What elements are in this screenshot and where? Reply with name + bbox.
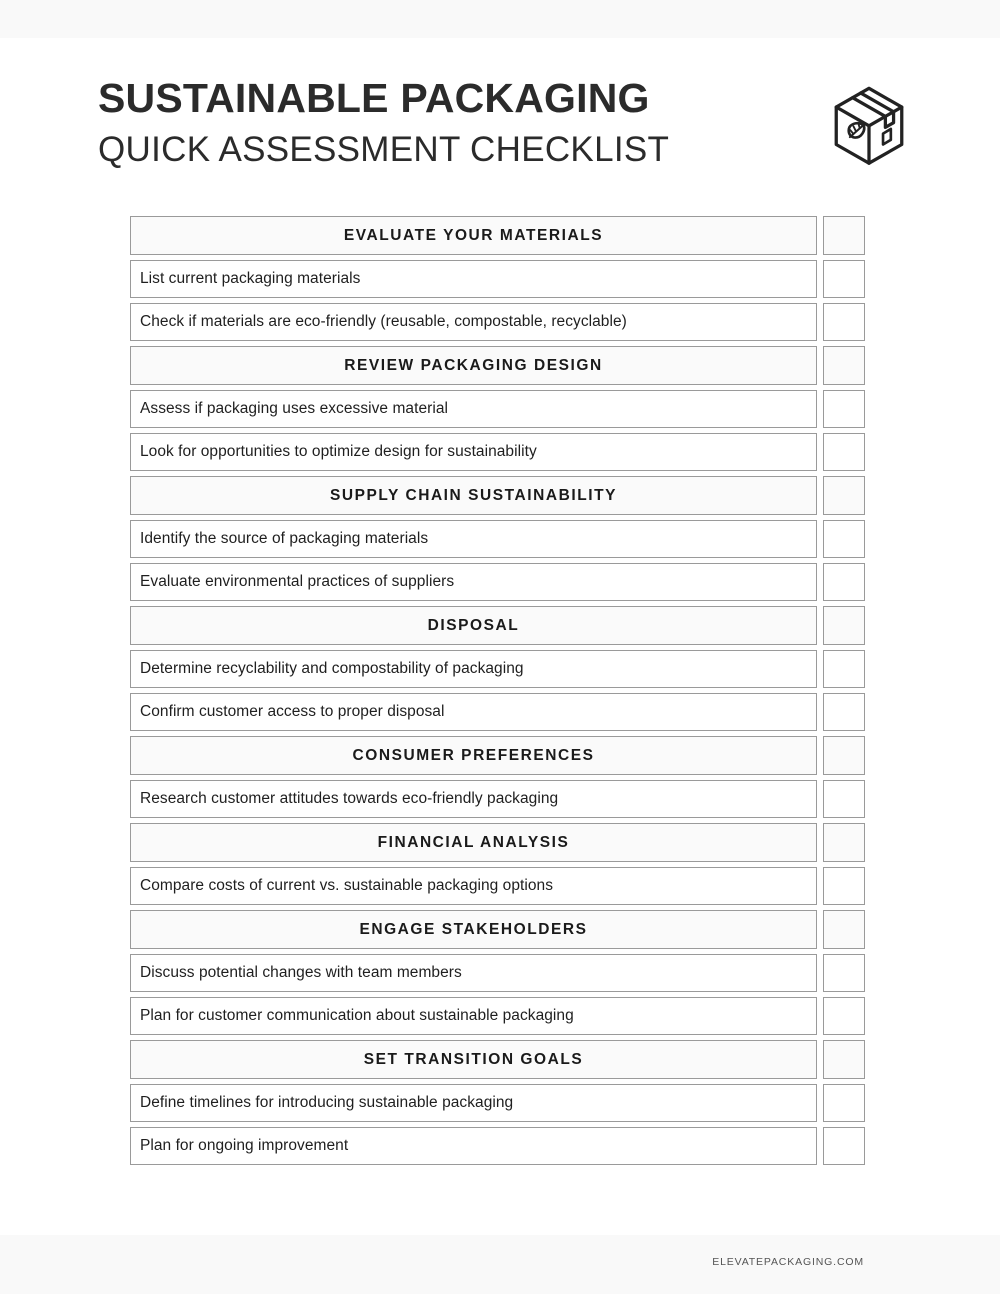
section-checkbox[interactable] xyxy=(823,736,865,775)
checklist-item-row xyxy=(130,1084,865,1122)
checklist-item-row xyxy=(130,520,865,558)
section-checkbox[interactable] xyxy=(823,606,865,645)
item-label-cell xyxy=(130,390,817,428)
checklist-section-row xyxy=(130,606,865,645)
section-header-text: REVIEW PACKAGING DESIGN xyxy=(344,356,603,374)
section-checkbox[interactable] xyxy=(823,1040,865,1079)
section-header-cell xyxy=(130,476,817,515)
item-checkbox[interactable] xyxy=(823,563,865,601)
section-header-cell xyxy=(130,910,817,949)
checklist-item-row xyxy=(130,650,865,688)
checklist-item-row xyxy=(130,954,865,992)
page-title: SUSTAINABLE PACKAGING xyxy=(98,75,650,121)
section-checkbox[interactable] xyxy=(823,823,865,862)
page-subtitle: QUICK ASSESSMENT CHECKLIST xyxy=(98,130,670,169)
section-header-text: ENGAGE STAKEHOLDERS xyxy=(359,920,588,938)
checklist-item-row xyxy=(130,867,865,905)
checklist-section-row xyxy=(130,823,865,862)
checklist-section-row xyxy=(130,476,865,515)
item-checkbox[interactable] xyxy=(823,997,865,1035)
item-label-cell xyxy=(130,520,817,558)
item-label-cell xyxy=(130,780,817,818)
item-label-text: Plan for customer communication about sustainable packaging xyxy=(140,1007,574,1025)
section-header-text: CONSUMER PREFERENCES xyxy=(352,746,595,764)
section-header-cell xyxy=(130,216,817,255)
section-header-cell xyxy=(130,736,817,775)
document-header xyxy=(98,75,908,188)
item-label-cell xyxy=(130,867,817,905)
item-label-cell xyxy=(130,693,817,731)
section-header-text: DISPOSAL xyxy=(427,616,520,634)
item-label-text: Assess if packaging uses excessive material xyxy=(140,400,448,418)
item-label-text: Discuss potential changes with team members xyxy=(140,964,462,982)
item-label-text: Check if materials are eco-friendly (reusable, compostable, recyclable) xyxy=(140,313,627,331)
section-header-text: SUPPLY CHAIN SUSTAINABILITY xyxy=(329,486,617,504)
page-top-margin-band xyxy=(0,0,1000,38)
section-header-cell xyxy=(130,346,817,385)
checklist-table xyxy=(130,216,865,1170)
item-label-cell xyxy=(130,1084,817,1122)
item-checkbox[interactable] xyxy=(823,1084,865,1122)
item-checkbox[interactable] xyxy=(823,954,865,992)
section-checkbox[interactable] xyxy=(823,216,865,255)
section-header-text: SET TRANSITION GOALS xyxy=(363,1050,584,1068)
checklist-item-row xyxy=(130,260,865,298)
section-header-text: EVALUATE YOUR MATERIALS xyxy=(343,226,604,244)
item-label-cell xyxy=(130,433,817,471)
item-checkbox[interactable] xyxy=(823,433,865,471)
section-header-cell xyxy=(130,823,817,862)
item-label-text: Plan for ongoing improvement xyxy=(140,1137,349,1155)
item-label-text: Compare costs of current vs. sustainable packaging options xyxy=(140,877,554,895)
item-label-text: Identify the source of packaging materials xyxy=(140,530,429,548)
footer-website: ELEVATEPACKAGING.COM xyxy=(712,1256,864,1268)
item-checkbox[interactable] xyxy=(823,303,865,341)
checklist-section-row xyxy=(130,346,865,385)
checklist-item-row xyxy=(130,390,865,428)
section-checkbox[interactable] xyxy=(823,346,865,385)
item-label-text: Evaluate environmental practices of suppliers xyxy=(140,573,455,591)
item-checkbox[interactable] xyxy=(823,390,865,428)
section-header-cell xyxy=(130,1040,817,1079)
item-label-cell xyxy=(130,1127,817,1165)
item-label-text: Determine recyclability and compostability of packaging xyxy=(140,660,524,678)
checklist-item-row xyxy=(130,693,865,731)
item-label-cell xyxy=(130,650,817,688)
item-label-text: Define timelines for introducing sustainable packaging xyxy=(140,1094,514,1112)
checklist-section-row xyxy=(130,1040,865,1079)
item-checkbox[interactable] xyxy=(823,520,865,558)
item-checkbox[interactable] xyxy=(823,260,865,298)
checklist-section-row xyxy=(130,736,865,775)
item-label-text: List current packaging materials xyxy=(140,270,361,288)
section-header-cell xyxy=(130,606,817,645)
checklist-item-row xyxy=(130,433,865,471)
section-checkbox[interactable] xyxy=(823,476,865,515)
item-label-text: Confirm customer access to proper disposal xyxy=(140,703,445,721)
checklist-item-row xyxy=(130,303,865,341)
checklist-item-row xyxy=(130,1127,865,1165)
item-label-text: Look for opportunities to optimize design for sustainability xyxy=(140,443,537,461)
eco-package-box-icon xyxy=(830,82,908,168)
item-label-cell xyxy=(130,563,817,601)
item-checkbox[interactable] xyxy=(823,693,865,731)
item-checkbox[interactable] xyxy=(823,780,865,818)
item-label-cell xyxy=(130,260,817,298)
item-checkbox[interactable] xyxy=(823,650,865,688)
checklist-item-row xyxy=(130,780,865,818)
title-block xyxy=(98,75,670,169)
item-label-text: Research customer attitudes towards eco-friendly packaging xyxy=(140,790,559,808)
checklist-section-row xyxy=(130,910,865,949)
item-label-cell xyxy=(130,997,817,1035)
section-header-text: FINANCIAL ANALYSIS xyxy=(377,833,570,851)
checklist-item-row xyxy=(130,563,865,601)
section-checkbox[interactable] xyxy=(823,910,865,949)
checklist-item-row xyxy=(130,997,865,1035)
item-label-cell xyxy=(130,303,817,341)
item-checkbox[interactable] xyxy=(823,1127,865,1165)
item-label-cell xyxy=(130,954,817,992)
item-checkbox[interactable] xyxy=(823,867,865,905)
checklist-section-row xyxy=(130,216,865,255)
